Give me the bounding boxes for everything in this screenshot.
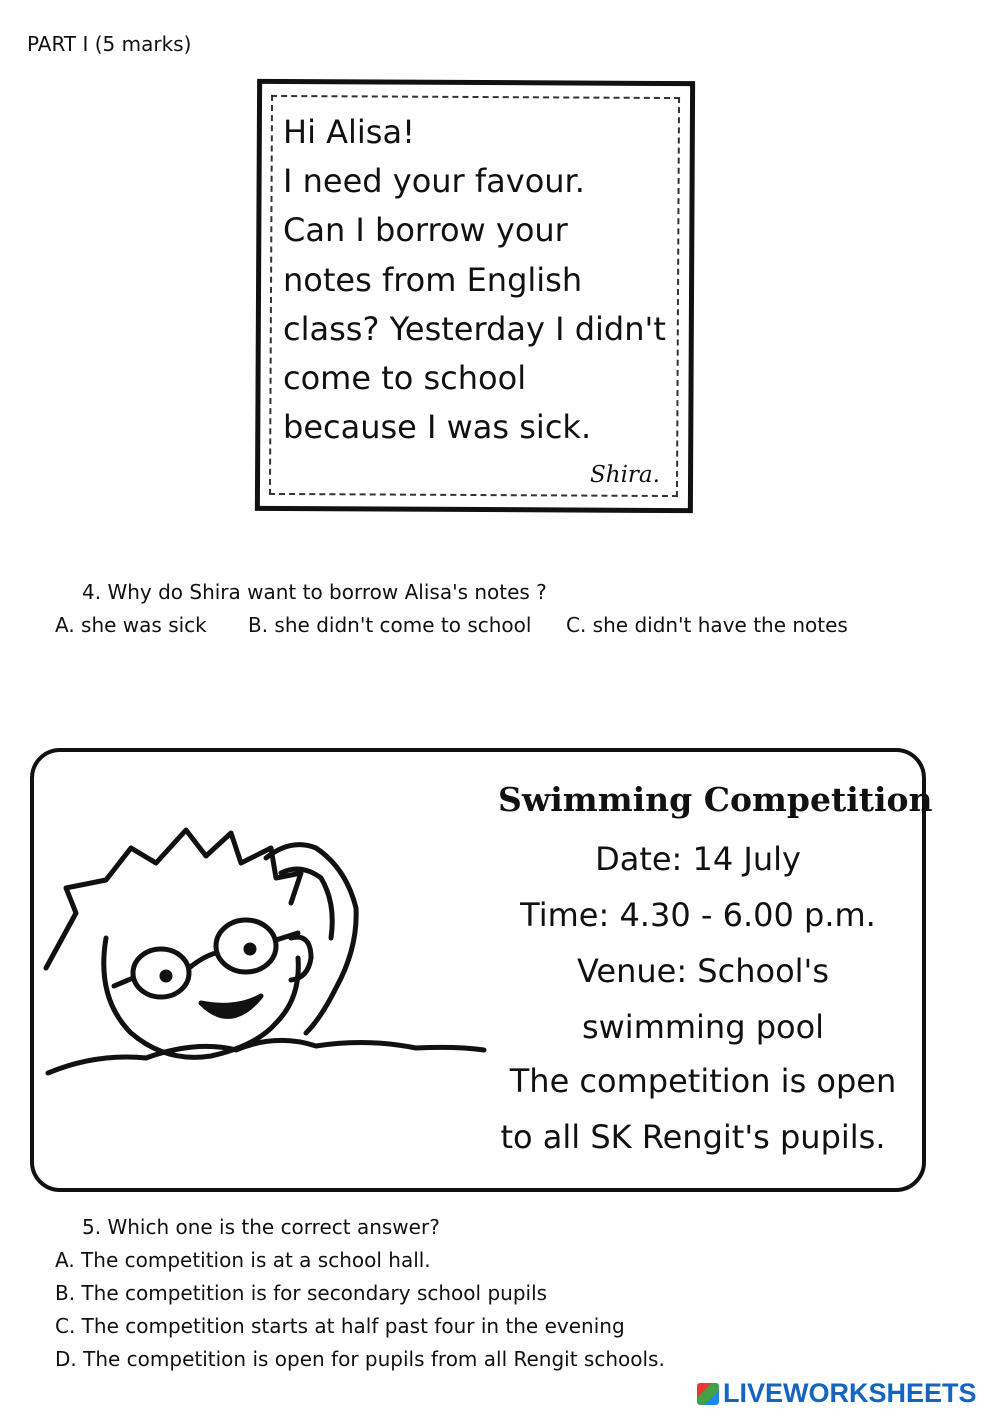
question-4-text: 4. Why do Shira want to borrow Alisa's notes ? [82,580,547,604]
question-5-option-c[interactable]: C. The competition starts at half past four in the evening [55,1314,625,1338]
note-line: Hi Alisa! [283,113,415,151]
question-5-option-a[interactable]: A. The competition is at a school hall. [55,1248,431,1272]
liveworksheets-badge-icon [697,1383,719,1405]
question-4-option-a[interactable]: A. she was sick [55,613,207,637]
poster-time: Time: 4.30 - 6.00 p.m. [520,896,876,934]
question-4-option-c[interactable]: C. she didn't have the notes [566,613,848,637]
question-5-text: 5. Which one is the correct answer? [82,1215,440,1239]
note-text [283,108,666,452]
note-line: because I was sick. [283,408,592,447]
poster-venue-cont: swimming pool [581,1008,825,1046]
note-line: notes from English [283,260,583,299]
swimmer-boy-illustration [36,818,488,1118]
note-signature: Shira. [590,462,660,488]
question-5-option-d[interactable]: D. The competition is open for pupils from all Rengit schools. [55,1347,665,1371]
note-line: come to school [283,359,527,398]
question-5-option-b[interactable]: B. The competition is for secondary school pupils [55,1281,548,1305]
part-title: PART I (5 marks) [27,32,192,56]
liveworksheets-logo-text: LIVEWORKSHEETS [723,1378,977,1408]
liveworksheets-logo[interactable] [697,1378,977,1408]
poster-venue: Venue: School's [577,952,829,990]
poster-open-line-cont: to all SK Rengit's pupils. [500,1118,886,1156]
note-line: class? Yesterday I didn't [283,309,666,348]
poster-open-line: The competition is open [509,1062,897,1100]
poster-title: Swimming Competition [498,780,933,819]
poster-date: Date: 14 July [595,840,801,878]
question-4-option-b[interactable]: B. she didn't come to school [248,613,532,637]
note-line: I need your favour. [283,162,585,201]
note-line: Can I borrow your [283,211,568,250]
